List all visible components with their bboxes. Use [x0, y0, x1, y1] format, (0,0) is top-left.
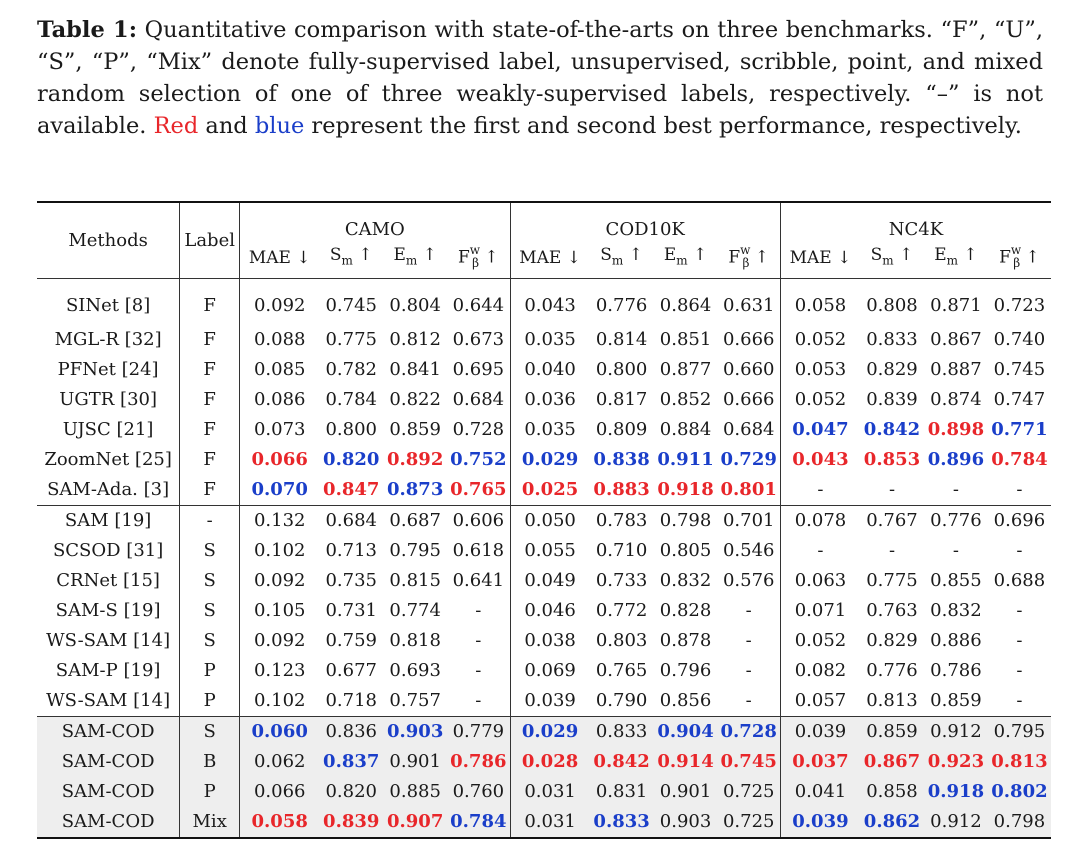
value-cell: 0.798 — [988, 807, 1051, 838]
metric-header-nc4k-mae: MAE ↓ — [780, 241, 860, 279]
label-cell: F — [180, 385, 240, 415]
value-cell: 0.904 — [654, 717, 718, 748]
value-cell: 0.763 — [866, 600, 918, 622]
value-cell: 0.901 — [383, 747, 447, 777]
value-cell: 0.035 — [510, 325, 590, 355]
value-cell: - — [475, 660, 482, 682]
metric-header-camo-sm: $S_m$ ↑ — [319, 241, 383, 279]
value-cell: 0.735 — [325, 570, 377, 592]
value-cell: 0.883 — [593, 479, 650, 501]
value-cell: 0.852 — [659, 389, 712, 411]
method-cell: SAM-COD — [37, 717, 180, 748]
label-cell: S — [180, 596, 240, 626]
value-cell: 0.066 — [240, 777, 320, 807]
value-cell: 0.039 — [780, 807, 860, 838]
value-cell: 0.898 — [927, 419, 985, 441]
value-cell: 0.873 — [386, 479, 444, 501]
value-cell: 0.820 — [323, 449, 380, 471]
value-cell: 0.765 — [595, 660, 648, 682]
value-cell: 0.086 — [240, 385, 320, 415]
value-cell: 0.047 — [780, 415, 860, 445]
value-cell: - — [745, 630, 752, 652]
value-cell: 0.031 — [510, 807, 590, 838]
value-cell: 0.887 — [930, 359, 982, 381]
value-cell: 0.666 — [722, 329, 775, 351]
method-cell: SAM-COD — [37, 807, 180, 838]
value-cell: 0.745 — [325, 295, 377, 317]
value-cell: 0.747 — [993, 389, 1046, 411]
value-cell: 0.795 — [988, 717, 1051, 748]
value-cell: 0.851 — [659, 329, 712, 351]
value-cell: 0.546 — [722, 540, 775, 562]
value-cell: 0.752 — [450, 449, 507, 471]
metric-header-camo-mae: MAE ↓ — [240, 241, 320, 279]
label-cell: P — [180, 686, 240, 717]
value-cell: 0.818 — [389, 630, 441, 652]
value-cell: 0.901 — [654, 777, 718, 807]
value-cell: 0.063 — [780, 566, 860, 596]
header-methods: Methods — [37, 202, 180, 279]
value-cell: 0.796 — [659, 660, 712, 682]
value-cell: 0.043 — [780, 445, 860, 475]
value-cell: - — [952, 479, 959, 501]
table-row — [37, 279, 1051, 326]
value-cell: 0.775 — [325, 329, 377, 351]
value-cell: - — [952, 540, 959, 562]
value-cell: 0.859 — [930, 690, 982, 712]
value-cell: 0.813 — [988, 747, 1051, 777]
value-cell: 0.052 — [780, 325, 860, 355]
header-dataset-camo: CAMO — [240, 202, 510, 241]
value-cell: 0.029 — [510, 445, 590, 475]
value-cell: 0.856 — [659, 690, 712, 712]
value-cell: 0.102 — [240, 686, 320, 717]
value-cell: 0.837 — [319, 747, 383, 777]
value-cell: 0.039 — [780, 717, 860, 748]
value-cell: 0.684 — [319, 506, 383, 537]
value-cell: - — [1016, 479, 1023, 501]
value-cell: 0.071 — [780, 596, 860, 626]
value-cell: 0.776 — [924, 506, 988, 537]
value-cell: 0.105 — [240, 596, 320, 626]
value-cell: - — [745, 660, 752, 682]
value-cell: 0.776 — [866, 660, 918, 682]
value-cell: 0.815 — [389, 570, 441, 592]
value-cell: - — [475, 690, 482, 712]
label-cell: S — [180, 626, 240, 656]
label-cell: F — [180, 355, 240, 385]
method-cell: ZoomNet [25] — [44, 449, 172, 471]
label-cell: F — [180, 325, 240, 355]
table-row — [37, 385, 1051, 415]
method-cell: UJSC [21] — [62, 419, 154, 441]
value-cell: 0.828 — [659, 600, 712, 622]
value-cell: 0.832 — [930, 600, 982, 622]
value-cell: 0.836 — [319, 717, 383, 748]
value-cell: 0.812 — [389, 329, 441, 351]
value-cell: 0.771 — [991, 419, 1048, 441]
value-cell: 0.055 — [510, 536, 590, 566]
table-row — [37, 445, 1051, 475]
value-cell: 0.784 — [991, 449, 1048, 471]
value-cell: - — [780, 475, 860, 506]
metric-header-camo-em: $E_m$ ↑ — [383, 241, 447, 279]
value-cell: 0.037 — [780, 747, 860, 777]
value-cell: 0.073 — [240, 415, 320, 445]
value-cell: 0.833 — [590, 717, 654, 748]
value-cell: 0.757 — [389, 690, 441, 712]
label-cell: S — [180, 536, 240, 566]
table-row — [37, 777, 1051, 807]
value-cell: 0.132 — [240, 506, 320, 537]
value-cell: 0.710 — [595, 540, 648, 562]
value-cell: 0.886 — [930, 630, 982, 652]
value-cell: 0.078 — [780, 506, 860, 537]
metric-header-cod10k-em: $E_m$ ↑ — [654, 241, 718, 279]
value-cell: 0.907 — [383, 807, 447, 838]
value-cell: 0.841 — [389, 359, 441, 381]
value-cell: 0.829 — [866, 359, 918, 381]
value-cell: - — [475, 600, 482, 622]
value-cell: 0.723 — [993, 295, 1046, 317]
header-dataset-cod10k: COD10K — [510, 202, 780, 241]
value-cell: 0.759 — [325, 630, 377, 652]
label-cell: B — [180, 747, 240, 777]
value-cell: 0.801 — [720, 479, 777, 501]
value-cell: 0.058 — [780, 279, 860, 326]
value-cell: 0.772 — [595, 600, 648, 622]
value-cell: 0.102 — [240, 536, 320, 566]
value-cell: 0.684 — [722, 419, 775, 441]
value-cell: 0.842 — [590, 747, 654, 777]
value-cell: 0.660 — [722, 359, 775, 381]
value-cell: 0.822 — [389, 389, 441, 411]
value-cell: 0.802 — [988, 777, 1051, 807]
value-cell: 0.896 — [927, 449, 985, 471]
value-cell: 0.052 — [780, 626, 860, 656]
method-cell: PFNet [24] — [57, 359, 159, 381]
metric-header-cod10k-mae: MAE ↓ — [510, 241, 590, 279]
value-cell: 0.800 — [595, 359, 648, 381]
value-cell: 0.745 — [718, 747, 781, 777]
value-cell: 0.838 — [593, 449, 650, 471]
label-cell: F — [180, 445, 240, 475]
value-cell: 0.804 — [389, 295, 441, 317]
value-cell: 0.060 — [240, 717, 320, 748]
value-cell: 0.740 — [993, 329, 1046, 351]
method-cell: SAM-Ada. [3] — [47, 479, 170, 501]
value-cell: 0.813 — [866, 690, 918, 712]
table-head — [37, 202, 1051, 279]
table-caption — [37, 14, 1043, 142]
results-table — [37, 201, 1051, 839]
value-cell: 0.918 — [657, 479, 714, 501]
table-row — [37, 506, 1051, 537]
value-cell: 0.673 — [452, 329, 505, 351]
label-cell: F — [180, 415, 240, 445]
value-cell: - — [475, 630, 482, 652]
value-cell: 0.923 — [924, 747, 988, 777]
value-cell: 0.576 — [722, 570, 775, 592]
table-body — [37, 279, 1051, 839]
value-cell: 0.814 — [595, 329, 648, 351]
value-cell: 0.041 — [780, 777, 860, 807]
caption-label: Table 1: — [37, 17, 138, 43]
value-cell: 0.800 — [325, 419, 377, 441]
value-cell: 0.817 — [595, 389, 648, 411]
value-cell: 0.092 — [240, 626, 320, 656]
value-cell: 0.618 — [452, 540, 505, 562]
caption-blue-word: blue — [254, 113, 305, 139]
method-cell: WS-SAM [14] — [46, 630, 171, 652]
value-cell: 0.862 — [860, 807, 924, 838]
value-cell: 0.831 — [590, 777, 654, 807]
value-cell: 0.085 — [240, 355, 320, 385]
value-cell: - — [745, 600, 752, 622]
value-cell: - — [780, 536, 860, 566]
value-cell: 0.040 — [510, 355, 590, 385]
value-cell: 0.775 — [866, 570, 918, 592]
value-cell: 0.798 — [654, 506, 718, 537]
value-cell: 0.031 — [510, 777, 590, 807]
value-cell: - — [1016, 630, 1023, 652]
table-row — [37, 626, 1051, 656]
value-cell: 0.728 — [718, 717, 781, 748]
value-cell: 0.786 — [447, 747, 510, 777]
label-cell: P — [180, 777, 240, 807]
value-cell: 0.606 — [447, 506, 510, 537]
value-cell: 0.745 — [993, 359, 1046, 381]
value-cell: 0.914 — [654, 747, 718, 777]
value-cell: 0.718 — [325, 690, 377, 712]
table-row — [37, 475, 1051, 506]
value-cell: 0.859 — [860, 717, 924, 748]
value-cell: 0.666 — [722, 389, 775, 411]
value-cell: 0.855 — [930, 570, 982, 592]
value-cell: 0.731 — [325, 600, 377, 622]
value-cell: 0.912 — [924, 717, 988, 748]
value-cell: 0.043 — [510, 279, 590, 326]
value-cell: 0.903 — [654, 807, 718, 838]
value-cell: 0.847 — [323, 479, 380, 501]
value-cell: 0.695 — [452, 359, 505, 381]
value-cell: 0.805 — [659, 540, 712, 562]
method-cell: SAM [19] — [37, 506, 180, 537]
value-cell: 0.066 — [240, 445, 320, 475]
value-cell: 0.784 — [447, 807, 510, 838]
value-cell: 0.088 — [240, 325, 320, 355]
caption-and-word: and — [198, 113, 255, 139]
value-cell: 0.776 — [595, 295, 648, 317]
method-cell: WS-SAM [14] — [46, 690, 171, 712]
value-cell: 0.885 — [383, 777, 447, 807]
method-cell: MGL-R [32] — [54, 329, 162, 351]
value-cell: 0.069 — [510, 656, 590, 686]
method-cell: SCSOD [31] — [52, 540, 164, 562]
value-cell: 0.786 — [930, 660, 982, 682]
caption-tail: represent the first and second best performance, respectively. — [304, 113, 1022, 139]
value-cell: 0.892 — [386, 449, 444, 471]
header-dataset-nc4k: NC4K — [780, 202, 1051, 241]
value-cell: 0.052 — [780, 385, 860, 415]
value-cell: 0.687 — [383, 506, 447, 537]
value-cell: - — [1016, 660, 1023, 682]
table-row — [37, 536, 1051, 566]
value-cell: 0.677 — [325, 660, 377, 682]
value-cell: 0.829 — [866, 630, 918, 652]
value-cell: 0.696 — [988, 506, 1051, 537]
value-cell: 0.725 — [718, 807, 781, 838]
table-row — [37, 807, 1051, 838]
value-cell: 0.092 — [240, 279, 320, 326]
metric-header-nc4k-em: $E_m$ ↑ — [924, 241, 988, 279]
value-cell: 0.688 — [993, 570, 1046, 592]
value-cell: 0.713 — [325, 540, 377, 562]
value-cell: 0.693 — [389, 660, 441, 682]
value-cell: 0.878 — [659, 630, 712, 652]
value-cell: 0.025 — [510, 475, 590, 506]
value-cell: 0.036 — [510, 385, 590, 415]
value-cell: 0.028 — [510, 747, 590, 777]
value-cell: 0.062 — [240, 747, 320, 777]
value-cell: 0.046 — [510, 596, 590, 626]
value-cell: 0.912 — [924, 807, 988, 838]
value-cell: 0.833 — [866, 329, 918, 351]
value-cell: 0.874 — [930, 389, 982, 411]
metric-header-camo-fwb: $F^w_\beta$ ↑ — [447, 241, 510, 279]
value-cell: 0.684 — [452, 389, 505, 411]
caption-text: Quantitative comparison with state-of-the-arts on three benchmarks. “F”, “U”, “S”, “P”, “Mix” denote fully-supervised label, unsupervised, scribble, point, and mixed random selection of one of three weakly-supervised labels, respectively. “–” is not available. — [37, 17, 1044, 139]
value-cell: 0.784 — [325, 389, 377, 411]
value-cell: 0.728 — [452, 419, 505, 441]
method-cell: UGTR [30] — [59, 389, 157, 411]
value-cell: 0.092 — [240, 566, 320, 596]
table-row — [37, 747, 1051, 777]
label-cell: P — [180, 656, 240, 686]
value-cell: 0.733 — [595, 570, 648, 592]
caption-red-word: Red — [153, 113, 199, 139]
value-cell: 0.701 — [718, 506, 781, 537]
value-cell: 0.859 — [389, 419, 441, 441]
value-cell: 0.839 — [319, 807, 383, 838]
value-cell: 0.820 — [319, 777, 383, 807]
value-cell: 0.641 — [452, 570, 505, 592]
label-cell: F — [180, 279, 240, 326]
value-cell: - — [1016, 600, 1023, 622]
value-cell: 0.049 — [510, 566, 590, 596]
method-cell: CRNet [15] — [56, 570, 160, 592]
value-cell: 0.039 — [510, 686, 590, 717]
method-cell: SAM-COD — [37, 747, 180, 777]
value-cell: 0.864 — [659, 295, 712, 317]
value-cell: - — [888, 479, 896, 501]
label-cell: F — [180, 475, 240, 506]
table-row — [37, 656, 1051, 686]
method-cell: SAM-COD — [37, 777, 180, 807]
value-cell: 0.858 — [860, 777, 924, 807]
value-cell: 0.903 — [383, 717, 447, 748]
method-cell: SINet [8] — [65, 295, 151, 317]
value-cell: 0.790 — [595, 690, 648, 712]
value-cell: - — [1016, 540, 1023, 562]
value-cell: 0.884 — [659, 419, 712, 441]
value-cell: 0.782 — [325, 359, 377, 381]
value-cell: 0.038 — [510, 626, 590, 656]
value-cell: 0.729 — [720, 449, 777, 471]
table-row — [37, 415, 1051, 445]
value-cell: 0.760 — [447, 777, 510, 807]
label-cell: - — [180, 506, 240, 537]
value-cell: 0.070 — [240, 475, 320, 506]
table-row — [37, 355, 1051, 385]
metric-header-nc4k-fwb: $F^w_\beta$ ↑ — [988, 241, 1051, 279]
value-cell: 0.918 — [924, 777, 988, 807]
table-row — [37, 686, 1051, 717]
value-cell: - — [1016, 690, 1023, 712]
value-cell: 0.911 — [657, 449, 714, 471]
value-cell: 0.808 — [866, 295, 918, 317]
value-cell: 0.809 — [595, 419, 648, 441]
value-cell: 0.795 — [389, 540, 441, 562]
value-cell: 0.035 — [510, 415, 590, 445]
value-cell: 0.644 — [452, 295, 505, 317]
value-cell: 0.853 — [863, 449, 921, 471]
method-cell: SAM-S [19] — [55, 600, 161, 622]
value-cell: 0.842 — [863, 419, 921, 441]
table-row — [37, 717, 1051, 748]
value-cell: 0.832 — [659, 570, 712, 592]
value-cell: 0.082 — [780, 656, 860, 686]
value-cell: 0.774 — [389, 600, 441, 622]
value-cell: 0.803 — [595, 630, 648, 652]
value-cell: 0.725 — [718, 777, 781, 807]
label-cell: Mix — [180, 807, 240, 838]
header-label: Label — [180, 202, 240, 279]
value-cell: 0.765 — [450, 479, 507, 501]
value-cell: 0.058 — [240, 807, 320, 838]
value-cell: 0.029 — [510, 717, 590, 748]
value-cell: 0.839 — [866, 389, 918, 411]
value-cell: 0.631 — [722, 295, 775, 317]
table-row — [37, 566, 1051, 596]
value-cell: 0.877 — [659, 359, 712, 381]
value-cell: 0.867 — [860, 747, 924, 777]
method-cell: SAM-P [19] — [55, 660, 161, 682]
value-cell: 0.779 — [447, 717, 510, 748]
metric-header-nc4k-sm: $S_m$ ↑ — [860, 241, 924, 279]
value-cell: 0.057 — [780, 686, 860, 717]
table-row — [37, 325, 1051, 355]
value-cell: 0.833 — [590, 807, 654, 838]
value-cell: 0.871 — [930, 295, 982, 317]
value-cell: 0.767 — [860, 506, 924, 537]
table-row — [37, 596, 1051, 626]
value-cell: - — [888, 540, 896, 562]
metric-header-cod10k-sm: $S_m$ ↑ — [590, 241, 654, 279]
value-cell: 0.867 — [930, 329, 982, 351]
value-cell: 0.783 — [590, 506, 654, 537]
value-cell: 0.053 — [780, 355, 860, 385]
metric-header-cod10k-fwb: $F^w_\beta$ ↑ — [718, 241, 781, 279]
value-cell: - — [745, 690, 752, 712]
label-cell: S — [180, 566, 240, 596]
value-cell: 0.050 — [510, 506, 590, 537]
value-cell: 0.123 — [240, 656, 320, 686]
label-cell: S — [180, 717, 240, 748]
